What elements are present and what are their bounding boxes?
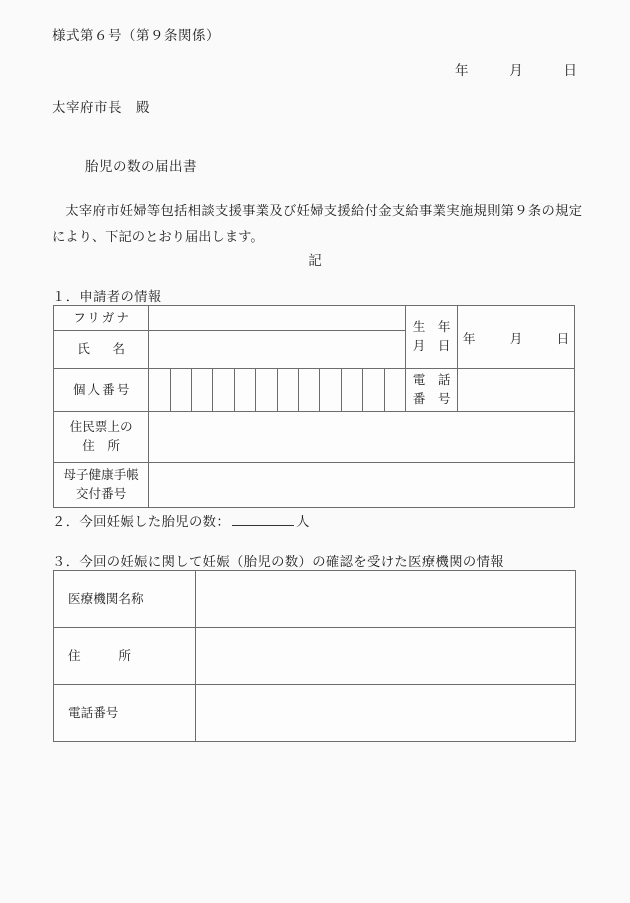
table-row (54, 628, 576, 685)
table-row (54, 685, 576, 742)
value-phone[interactable] (458, 369, 575, 412)
date-line (455, 59, 577, 79)
table-row (54, 412, 575, 463)
label-address (54, 412, 149, 463)
label-phone-line2: 番 号 (412, 392, 451, 406)
date-year-label: 年 (455, 63, 469, 78)
label-clinic-phone (54, 685, 196, 742)
applicant-info-table (53, 305, 575, 508)
value-clinic-phone[interactable] (196, 685, 576, 742)
label-handbook-line2: 交付番号 (75, 487, 127, 501)
date-month-label: 月 (509, 63, 523, 78)
label-birthdate-line2: 月 日 (412, 339, 451, 353)
my-number-box[interactable] (170, 369, 191, 412)
my-number-box[interactable] (192, 369, 213, 412)
label-clinic-name-text: 医療機関名称 (68, 591, 144, 606)
value-handbook-number[interactable] (149, 463, 575, 508)
section3-heading: ３．今回の妊娠に関して妊娠（胎児の数）の確認を受けた医療機関の情報 (52, 554, 504, 569)
medical-institution-table (53, 570, 576, 742)
section1-heading: １．申請者の情報 (52, 289, 162, 304)
table-row (54, 463, 575, 508)
page-title: 胎児の数の届出書 (85, 159, 197, 174)
my-number-box[interactable] (213, 369, 234, 412)
label-handbook-line1: 母子健康手帳 (63, 468, 139, 483)
label-handbook-number (54, 463, 149, 508)
label-clinic-phone-text: 電話番号 (68, 705, 119, 720)
value-clinic-address[interactable] (196, 628, 576, 685)
my-number-box[interactable] (384, 369, 405, 412)
label-phone (406, 369, 458, 412)
section2-label: ２．今回妊娠した胎児の数： (52, 514, 231, 529)
my-number-box[interactable] (277, 369, 298, 412)
table-row (54, 571, 576, 628)
my-number-box[interactable] (341, 369, 362, 412)
value-name[interactable] (149, 331, 406, 369)
label-name: 氏 名 (54, 331, 149, 369)
my-number-box[interactable] (363, 369, 384, 412)
my-number-box[interactable] (149, 369, 170, 412)
label-address-line2: 住 所 (82, 439, 120, 453)
body-paragraph: 太宰府市妊婦等包括相談支援事業及び妊婦支援給付金支給事業実施規則第９条の規定により、下記のとおり届出します。 (52, 203, 582, 244)
label-clinic-address-text: 住 所 (68, 648, 131, 663)
value-birthdate[interactable] (458, 306, 575, 369)
my-number-box[interactable] (320, 369, 341, 412)
ki-mark: 記 (308, 253, 322, 268)
birthdate-day-label: 日 (556, 331, 570, 346)
date-day-label: 日 (563, 63, 577, 78)
form-number: 様式第６号（第９条関係） (52, 28, 220, 43)
value-furigana[interactable] (149, 306, 406, 331)
label-address-line1: 住民票上の (69, 420, 133, 435)
section2-unit: 人 (296, 514, 310, 529)
my-number-box[interactable] (299, 369, 320, 412)
table-row (54, 306, 575, 331)
label-phone-line1: 電 話 (412, 373, 451, 388)
label-my-number: 個人番号 (54, 369, 149, 412)
label-furigana: フリガナ (54, 306, 149, 331)
addressee: 太宰府市長 殿 (52, 100, 150, 115)
label-birthdate-line1: 生 年 (412, 320, 451, 335)
value-clinic-name[interactable] (196, 571, 576, 628)
section2-heading (52, 511, 310, 530)
fetus-count-input[interactable] (232, 525, 294, 526)
label-clinic-name (54, 571, 196, 628)
birthdate-month-label: 月 (509, 331, 523, 346)
my-number-box[interactable] (234, 369, 255, 412)
value-address[interactable] (149, 412, 575, 463)
table-row (54, 369, 575, 412)
birthdate-year-label: 年 (462, 331, 476, 346)
label-clinic-address (54, 628, 196, 685)
my-number-box[interactable] (256, 369, 277, 412)
label-birthdate (406, 306, 458, 369)
